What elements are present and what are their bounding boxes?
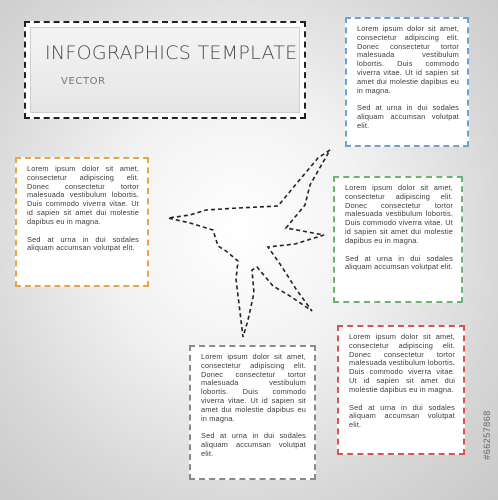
card-paragraph-1: Lorem ipsum dolor sit amet, consectetur adipiscing elit. Donec consectetur tortor malesuada vestibulum lobortis. Duis commodo viverra vitae. Ut id sapien sit amet dui molestie dapibus eu in magna. (27, 164, 139, 226)
text-card-gray (189, 345, 316, 480)
card-paragraph-1: Lorem ipsum dolor sit amet, consectetur adipiscing elit. Donec consectetur tortor malesuada vestibulum lobortis. Duis commodo viverra vitae. Ut id sapien sit amet dui molestie dapibus eu in magna. (357, 24, 459, 95)
title-panel-inner (30, 27, 300, 113)
page-subtitle: VECTOR (61, 76, 106, 87)
card-paragraph-2: Sed at urna in dui sodales aliquam accumsan volutpat elit. (357, 103, 459, 130)
card-paragraph-2: Sed at urna in dui sodales aliquam accumsan volutpat elit. (349, 402, 455, 430)
card-paragraph-2: Sed at urna in dui sodales aliquam accumsan volutpat elit. (201, 431, 306, 458)
text-card-orange (15, 157, 149, 287)
card-paragraph-1: Lorem ipsum dolor sit amet, consectetur adipiscing elit. Donec consectetur tortor malesuada vestibulum lobortis. Duis commodo viverra vitae. Ut id sapien sit amet dui molestie dapibus eu in magna. (201, 352, 306, 423)
airplane-outline-icon (168, 150, 330, 337)
text-card-blue (345, 17, 469, 147)
stock-id-label: #66257868 (482, 410, 493, 460)
title-panel (24, 21, 306, 119)
page-title: INFOGRAPHICS TEMPLATE (45, 42, 298, 64)
text-card-red (337, 325, 465, 455)
card-paragraph-2: Sed at urna in dui sodales aliquam accumsan volutpat elit. (27, 234, 139, 253)
card-paragraph-1: Lorem ipsum dolor sit amet, consectetur adipiscing elit. Donec consectetur tortor malesuada vestibulum lobortis. Duis commodo viverra vitae. Ut id sapien sit amet dui molestie dapibus eu in magna. (345, 183, 453, 245)
text-card-green (333, 176, 463, 303)
card-paragraph-2: Sed at urna in dui sodales aliquam accumsan volutpat elit. (345, 253, 453, 272)
card-paragraph-1: Lorem ipsum dolor sit amet, consectetur adipiscing elit. Donec consectetur tortor malesuada vestibulum lobortis. Duis commodo viverra vitae. Ut id sapien sit amet dui molestie dapibus eu in magna. (349, 332, 455, 394)
